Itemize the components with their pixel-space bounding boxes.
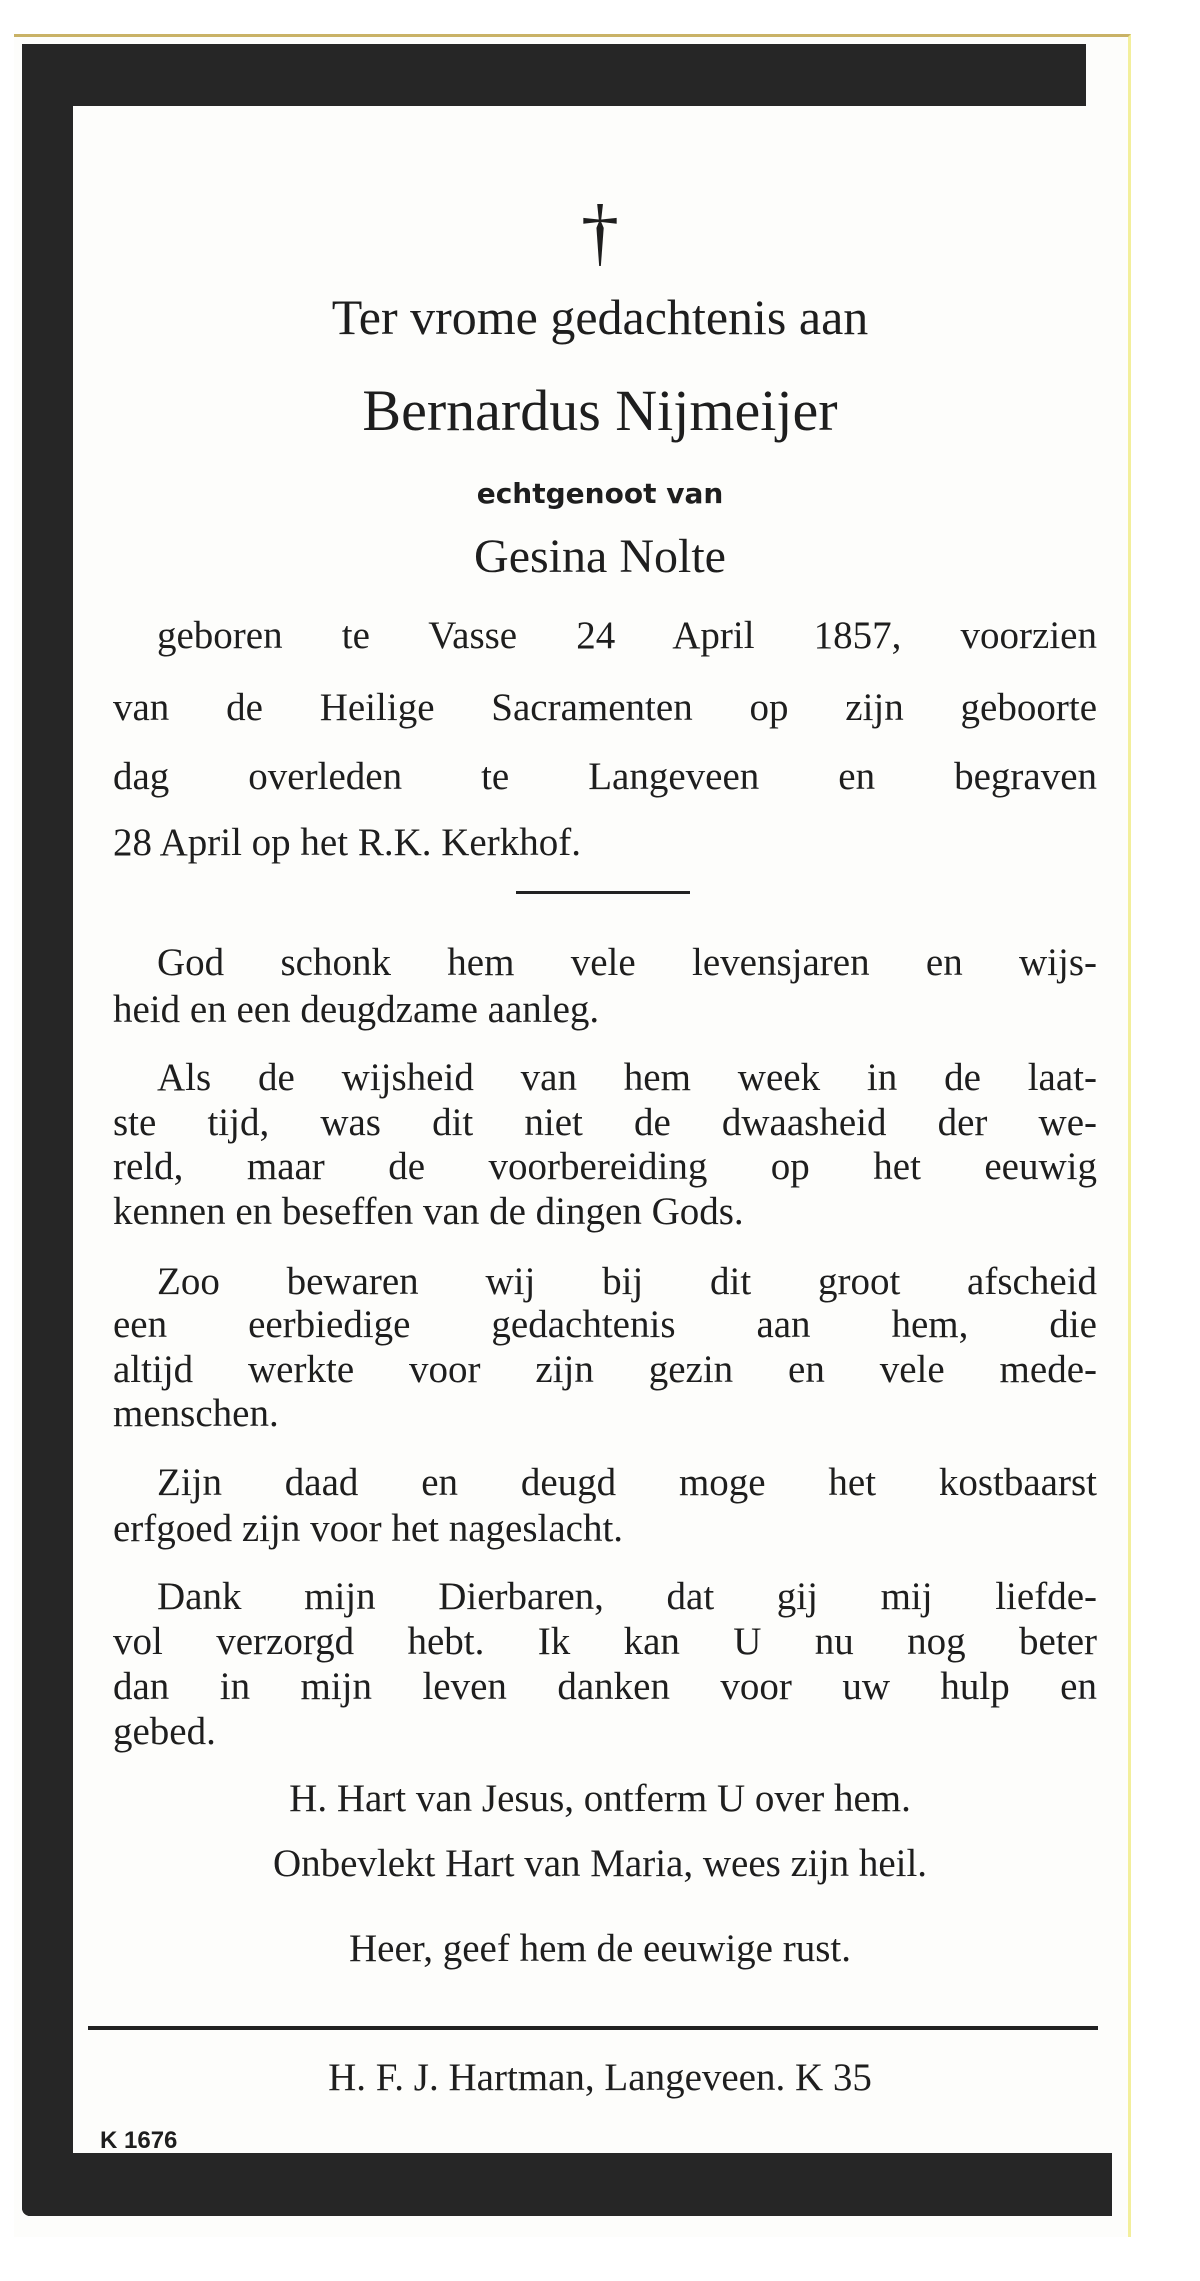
- bio-line: 28 April op het R.K. Kerkhof.: [113, 821, 581, 864]
- print-code: K 1676: [100, 2127, 178, 2154]
- mourning-border-bottom: [22, 2153, 1112, 2216]
- paragraph-line: Als de wijsheid van hem week in de laat-: [157, 1056, 1097, 1099]
- paragraph-line: ste tijd, was dit niet de dwaasheid der we-: [113, 1101, 1097, 1144]
- paragraph-line: vol verzorgd hebt. Ik kan U nu nog beter: [113, 1620, 1097, 1663]
- paragraph-line: kennen en beseffen van de dingen Gods.: [113, 1190, 744, 1233]
- deceased-name: Bernardus Nijmeijer: [362, 378, 838, 443]
- bio-line: dag overleden te Langeveen en begraven: [113, 755, 1097, 798]
- paragraph-line: dan in mijn leven danken voor uw hulp en: [113, 1665, 1097, 1708]
- paragraph-line: Zoo bewaren wij bij dit groot afscheid: [157, 1260, 1097, 1303]
- paragraph-line: menschen.: [113, 1392, 279, 1435]
- paragraph-line: God schonk hem vele levensjaren en wijs-: [157, 941, 1097, 984]
- memorial-title: Ter vrome gedachtenis aan: [331, 289, 869, 345]
- paragraph-line: Dank mijn Dierbaren, dat gij mij liefde-: [157, 1575, 1097, 1618]
- paragraph-line: altijd werkte voor zijn gezin en vele mede-: [113, 1348, 1097, 1391]
- prayer-line: H. Hart van Jesus, ontferm U over hem.: [289, 1777, 911, 1820]
- paragraph-line: erfgoed zijn voor het nageslacht.: [113, 1507, 624, 1550]
- printer-credit: H. F. J. Hartman, Langeveen. K 35: [328, 2056, 872, 2099]
- bio-line: van de Heilige Sacramenten op zijn geboorte: [113, 686, 1097, 729]
- cross-icon: †: [581, 190, 619, 274]
- footer-divider: [88, 2026, 1098, 2030]
- bio-line: geboren te Vasse 24 April 1857, voorzien: [157, 614, 1097, 657]
- separator: [516, 891, 690, 894]
- prayer-line: Heer, geef hem de eeuwige rust.: [349, 1927, 851, 1970]
- mourning-border-top: [22, 44, 1086, 106]
- paragraph-line: Zijn daad en deugd moge het kostbaarst: [157, 1461, 1097, 1504]
- paragraph-line: heid en een deugdzame aanleg.: [113, 988, 600, 1031]
- mourning-border-left: [22, 44, 73, 2216]
- paragraph-line: een eerbiedige gedachtenis aan hem, die: [113, 1303, 1097, 1346]
- paragraph-line: reld, maar de voorbereiding op het eeuwig: [113, 1145, 1097, 1188]
- relation-label: echtgenoot van: [476, 477, 724, 510]
- paragraph-line: gebed.: [113, 1710, 216, 1753]
- prayer-line: Onbevlekt Hart van Maria, wees zijn heil.: [272, 1842, 928, 1885]
- spouse-name: Gesina Nolte: [474, 530, 726, 583]
